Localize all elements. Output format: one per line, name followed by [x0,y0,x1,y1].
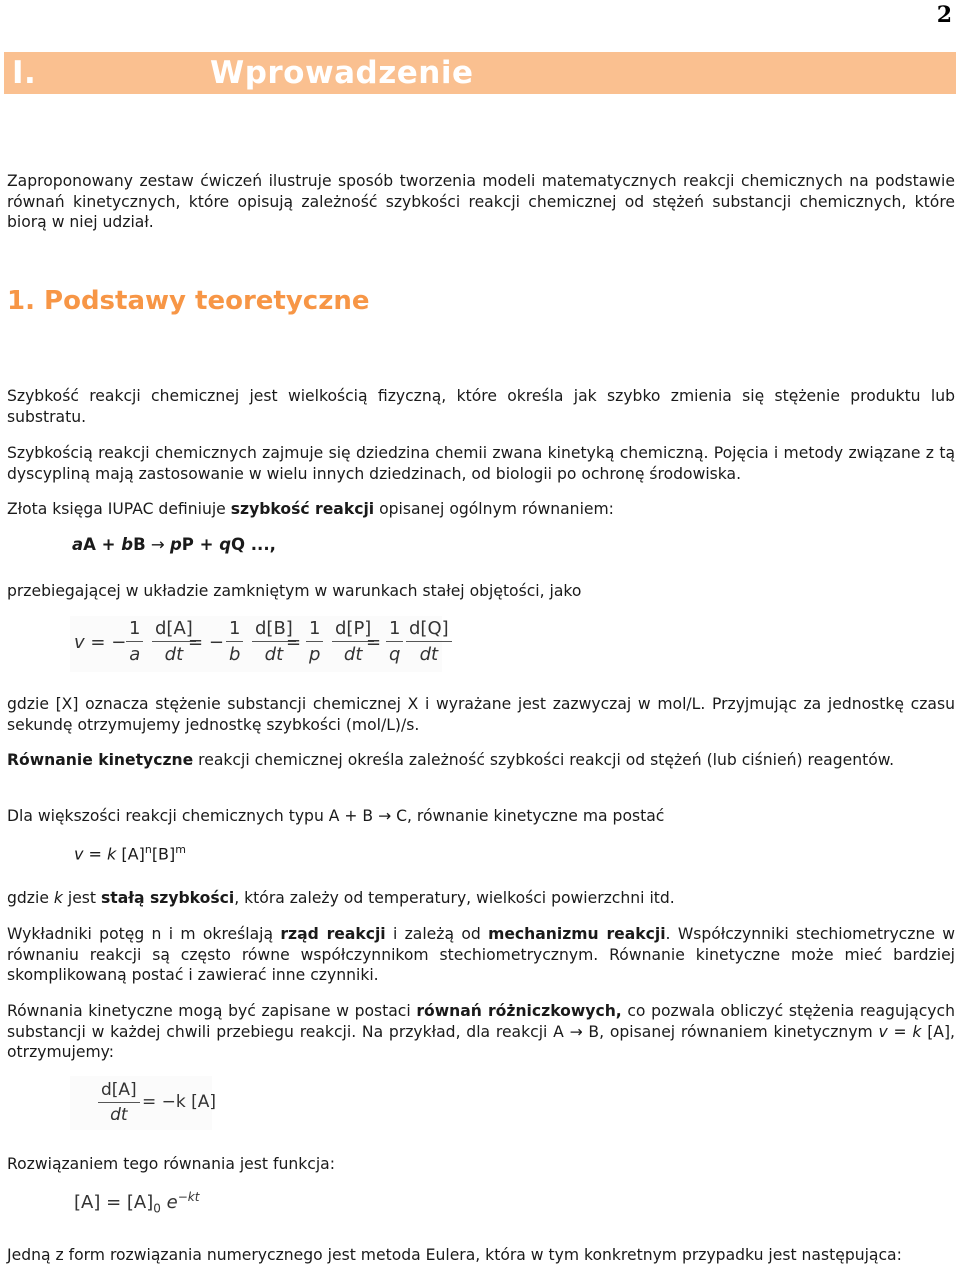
paragraph-kinetic-equation: Równanie kinetyczne reakcji chemicznej określa zależność szybkości reakcji od stężeń (lub ciśnień) reagentów. [7,751,895,769]
chapter-number: I. [12,55,37,91]
paragraph-closed-system: przebiegającej w układzie zamkniętym w warunkach stałej objętości, jako [7,582,582,600]
paragraph-kinetics: Szybkością reakcji chemicznych zajmuje się dziedzina chemii zwana kinetyką chemiczną. Pojęcia i metody związane z tą dyscypliną mają zastosowanie w wielu innych dziedzinach, od biologii po ochronę środowiska. [7,444,955,483]
reaction-equation: aA + bB → pP + qQ ..., [72,535,276,554]
paragraph-solution: Rozwiązaniem tego równania jest funkcja: [7,1155,335,1173]
paragraph-reaction-order: Wykładniki potęg n i m określają rząd reakcji i zależą od mechanizmu reakcji. Współczynniki stechiometryczne w równaniu reakcji są często równe współczynnikom stechiometrycznym. Równanie kinetyczne może mieć bardziej skomplikowaną postać i zawierać inne czynniki. [7,925,955,985]
paragraph-euler: Jedną z form rozwiązania numerycznego jest metoda Eulera, która w tym konkretnym przypadku jest następująca: [7,1246,902,1264]
chapter-title: Wprowadzenie [210,55,474,91]
page-number: 2 [936,2,952,28]
intro-paragraph: Zaproponowany zestaw ćwiczeń ilustruje sposób tworzenia modeli matematycznych reakcji chemicznych na podstawie równań kinetycznych, które opisują zależność szybkości reakcji chemicznej od stężeń substancji chemicznych, które biorą w niej udział. [7,172,955,232]
chapter-heading [4,52,956,94]
paragraph-differential: Równania kinetyczne mogą być zapisane w postaci równań różniczkowych, co pozwala obliczyć stężenia reagujących substancji w każdej chwili przebiegu reakcji. Na przykład, dla reakcji A → B, opisanej równaniem kinetycznym v = k [A], otrzymujemy: [7,1002,956,1062]
paragraph-units: gdzie [X] oznacza stężenie substancji chemicznej X i wyrażane jest zazwyczaj w mol/L. Przyjmując za jednostkę czasu sekundę otrzymujemy jednostkę szybkości (mol/L)/s. [7,695,955,734]
paragraph-reaction-type: Dla większości reakcji chemicznych typu A + B → C, równanie kinetyczne ma postać [7,807,665,825]
kinetic-equation: v = k $[A]^n[B]^m$ [74,843,186,864]
paragraph-rate-constant: gdzie k jest stałą szybkości, która zależy od temperatury, wielkości powierzchni itd. [7,889,675,907]
paragraph-iupac: Złota księga IUPAC definiuje szybkość reakcji opisanej ogólnym równaniem: [7,500,614,518]
differential-equation: $\frac{d[A]}{dt}$ = −k [A] [70,1076,212,1130]
solution-equation: $[A] = [A]_0$ $e^{-kt}$ [74,1190,200,1216]
rate-equation: v = − $\frac{1}{a}$ $\frac{d[A]}{dt}$ = − $\frac{1}{b}$ $\frac{d[B]}{dt}$ = $\frac{1}{p}$ $\frac{d[P]}{dt}$ = $\frac{1}{q}$ $\frac{d[Q]}{dt}$ [70,616,442,672]
section-title: 1. Podstawy teoretyczne [7,286,370,316]
paragraph-rate-definition: Szybkość reakcji chemicznej jest wielkością fizyczną, które określa jak szybko zmienia się stężenie produktu lub substratu. [7,387,955,426]
